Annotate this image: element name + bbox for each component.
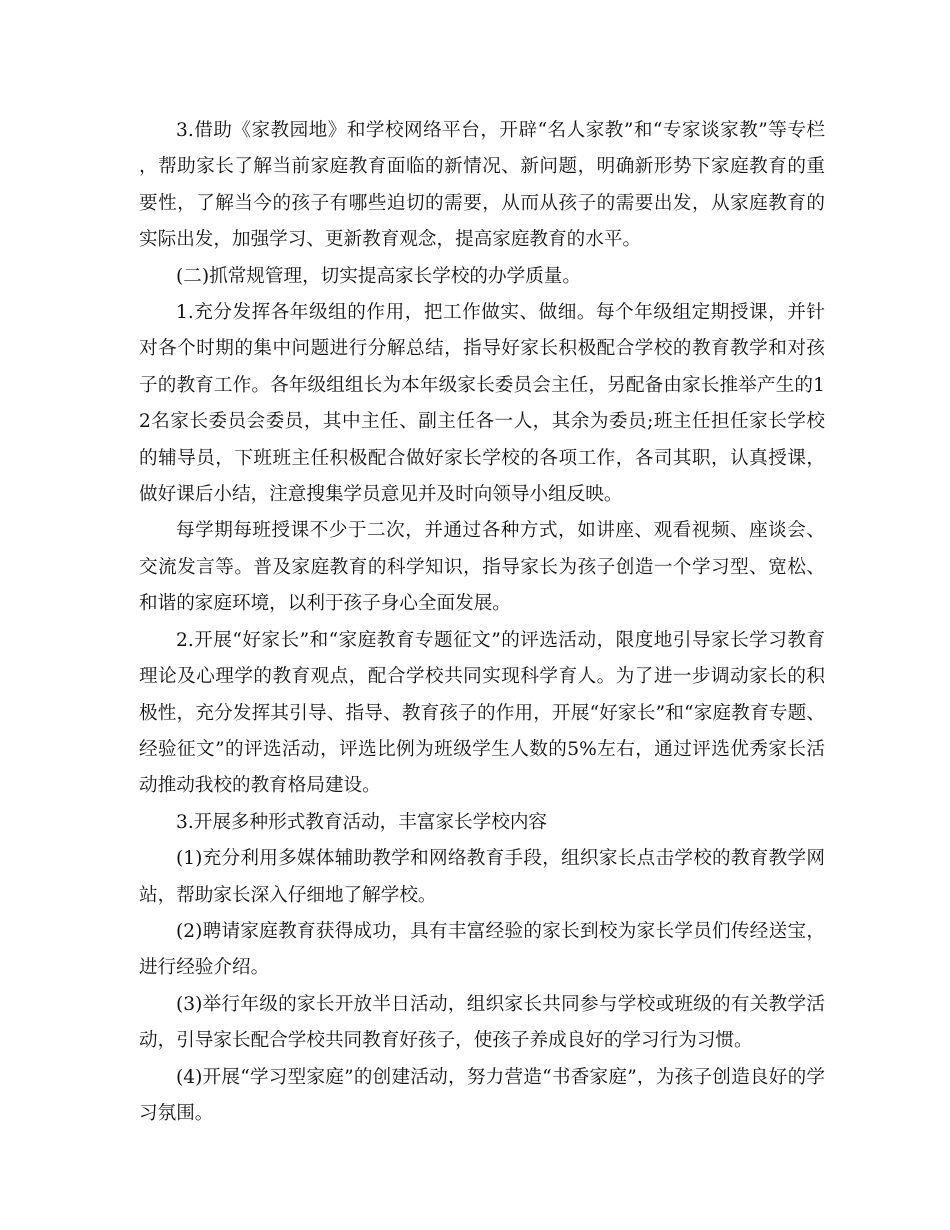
- paragraph-sub-2-experience: (2)聘请家庭教育获得成功，具有丰富经验的家长到校为家长学员们传经送宝，进行经验介绍。: [139, 920, 825, 979]
- paragraph-item-2-good-parents: 2.开展“好家长”和“家庭教育专题征文”的评选活动，限度地引导家长学习教育理论及心理学的教育观点，配合学校共同实现科学育人。为了进一步调动家长的积极性，充分发挥其引导、指导、教育孩子的作用，开展“好家长”和“家庭教育专题、经验征文”的评选活动，评选比例为班级学生人数的5%左右，通过评选优秀家长活动推动我校的教育格局建设。: [139, 629, 825, 797]
- paragraph-lessons-per-term: 每学期每班授课不少于二次，并通过各种方式，如讲座、观看视频、座谈会、交流发言等。普及家庭教育的科学知识，指导家长为孩子创造一个学习型、宽松、和谐的家庭环境，以利于孩子身心全面发展。: [139, 520, 825, 615]
- paragraph-item-1-grade-groups: 1.充分发挥各年级组的作用，把工作做实、做细。每个年级组定期授课，并针对各个时期的集中问题进行分解总结，指导好家长积极配合学校的教育教学和对孩子的教育工作。各年级组组长为本年级家长委员会主任，另配备由家长推举产生的12名家长委员会委员，其中主任、副主任各一人，其余为委员;班主任担任家长学校的辅导员，下班班主任积极配合做好家长学校的各项工作，各司其职，认真授课，做好课后小结，注意搜集学员意见并及时向领导小组反映。: [139, 302, 825, 506]
- document-body: [139, 113, 825, 1132]
- paragraph-item-3-platform: 3.借助《家教园地》和学校网络平台，开辟“名人家教”和“专家谈家教”等专栏，帮助家长了解当前家庭教育面临的新情况、新问题，明确新形势下家庭教育的重要性，了解当今的孩子有哪些迫切的需要，从而从孩子的需要出发，从家庭教育的实际出发，加强学习、更新教育观念，提高家庭教育的水平。: [139, 120, 825, 251]
- paragraph-item-3-activities: 3.开展多种形式教育活动，丰富家长学校内容: [176, 811, 548, 833]
- paragraph-sub-3-open-day: (3)举行年级的家长开放半日活动，组织家长共同参与学校或班级的有关教学活动，引导家长配合学校共同教育好孩子，使孩子养成良好的学习行为习惯。: [139, 993, 825, 1052]
- section-heading-2: (二)抓常规管理，切实提高家长学校的办学质量。: [176, 265, 581, 287]
- paragraph-sub-1-multimedia: (1)充分利用多媒体辅助教学和网络教育手段，组织家长点击学校的教育教学网站，帮助家长深入仔细地了解学校。: [139, 848, 825, 906]
- paragraph-sub-4-learning-family: (4)开展“学习型家庭”的创建活动，努力营造“书香家庭”，为孩子创造良好的学习氛围。: [139, 1066, 825, 1124]
